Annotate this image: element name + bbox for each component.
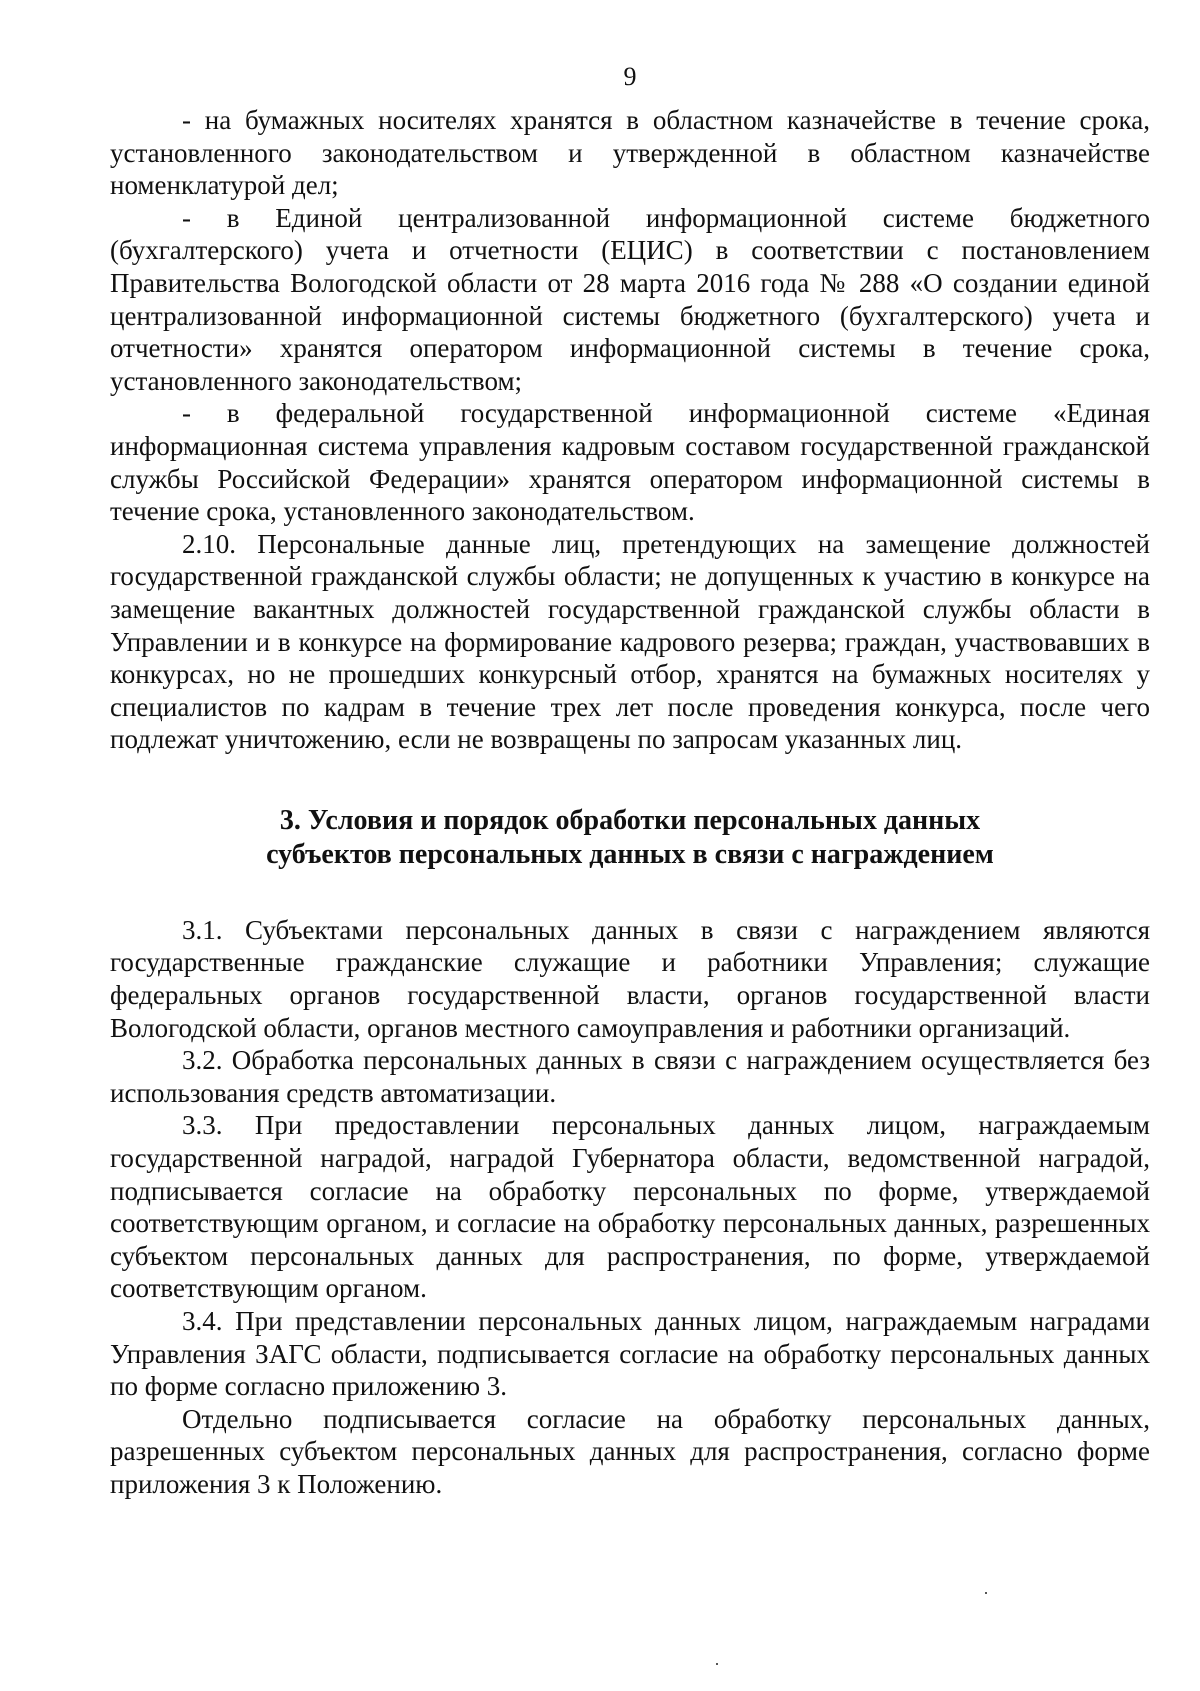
scan-speck bbox=[985, 1592, 987, 1594]
section-3-heading-line2: субъектов персональных данных в связи с награждением bbox=[266, 838, 994, 870]
scan-speck bbox=[716, 1663, 718, 1665]
paragraph-3-3: 3.3. При предоставлении персональных данных лицом, награждаемым государственной наградой, наградой Губернатора области, ведомственной наградой, подписывается согласие на обработку персональных по форме, утверждаемой соответствующим органом, и согласие на обработку персональных данных, разрешенных субъектом персональных данных для распространения, по форме, утверждаемой соответствующим органом. bbox=[110, 1110, 1150, 1304]
section-3-heading bbox=[110, 804, 1150, 872]
paragraph-separate-consent: Отдельно подписывается согласие на обработку персональных данных, разрешенных субъектом персональных данных для распространения, согласно форме приложения 3 к Положению. bbox=[110, 1403, 1150, 1499]
paragraph-federal-system-storage: - в федеральной государственной информационной системе «Единая информационная система управления кадровым составом государственной гражданской службы Российской Федерации» хранятся оператором информационной системы в течение срока, установленного законодательством. bbox=[110, 398, 1150, 527]
paragraph-3-4: 3.4. При представлении персональных данных лицом, награждаемым наградами Управления ЗАГС области, подписывается согласие на обработку персональных данных по форме согласно приложению 3. bbox=[110, 1306, 1150, 1402]
section-3-heading-line1: 3. Условия и порядок обработки персональных данных bbox=[279, 804, 981, 836]
paragraph-ecis-storage: - в Единой централизованной информационной системе бюджетного (бухгалтерского) учета и отчетности (ЕЦИС) в соответствии с постановлением Правительства Вологодской области от 28 марта 2016 года № 288 «О создании единой централизованной информационной системы бюджетного (бухгалтерского) учета и отчетности» хранятся оператором информационной системы в течение срока, установленного законодательством; bbox=[110, 202, 1150, 396]
paragraph-3-2: 3.2. Обработка персональных данных в связи с награждением осуществляется без использования средств автоматизации. bbox=[110, 1045, 1150, 1108]
paragraph-3-1: 3.1. Субъектами персональных данных в связи с награждением являются государственные гражданские служащие и работники Управления; служащие федеральных органов государственной власти, органов государственной власти Вологодской области, органов местного самоуправления и работники организаций. bbox=[110, 914, 1150, 1043]
document-page bbox=[110, 60, 1150, 1501]
paragraph-paper-storage: - на бумажных носителях хранятся в областном казначействе в течение срока, установленного законодательством и утвержденной в областном казначействе номенклатурой дел; bbox=[110, 105, 1150, 201]
paragraph-2-10: 2.10. Персональные данные лиц, претендующих на замещение должностей государственной гражданской службы области; не допущенных к участию в конкурсе на замещение вакантных должностей государственной гражданской службы области в Управлении и в конкурсе на формирование кадрового резерва; граждан, участвовавших в конкурсах, но не прошедших конкурсный отбор, хранятся на бумажных носителях у специалистов по кадрам в течение трех лет после проведения конкурса, после чего подлежат уничтожению, если не возвращены по запросам указанных лиц. bbox=[110, 528, 1150, 755]
page-number: 9 bbox=[623, 62, 637, 91]
